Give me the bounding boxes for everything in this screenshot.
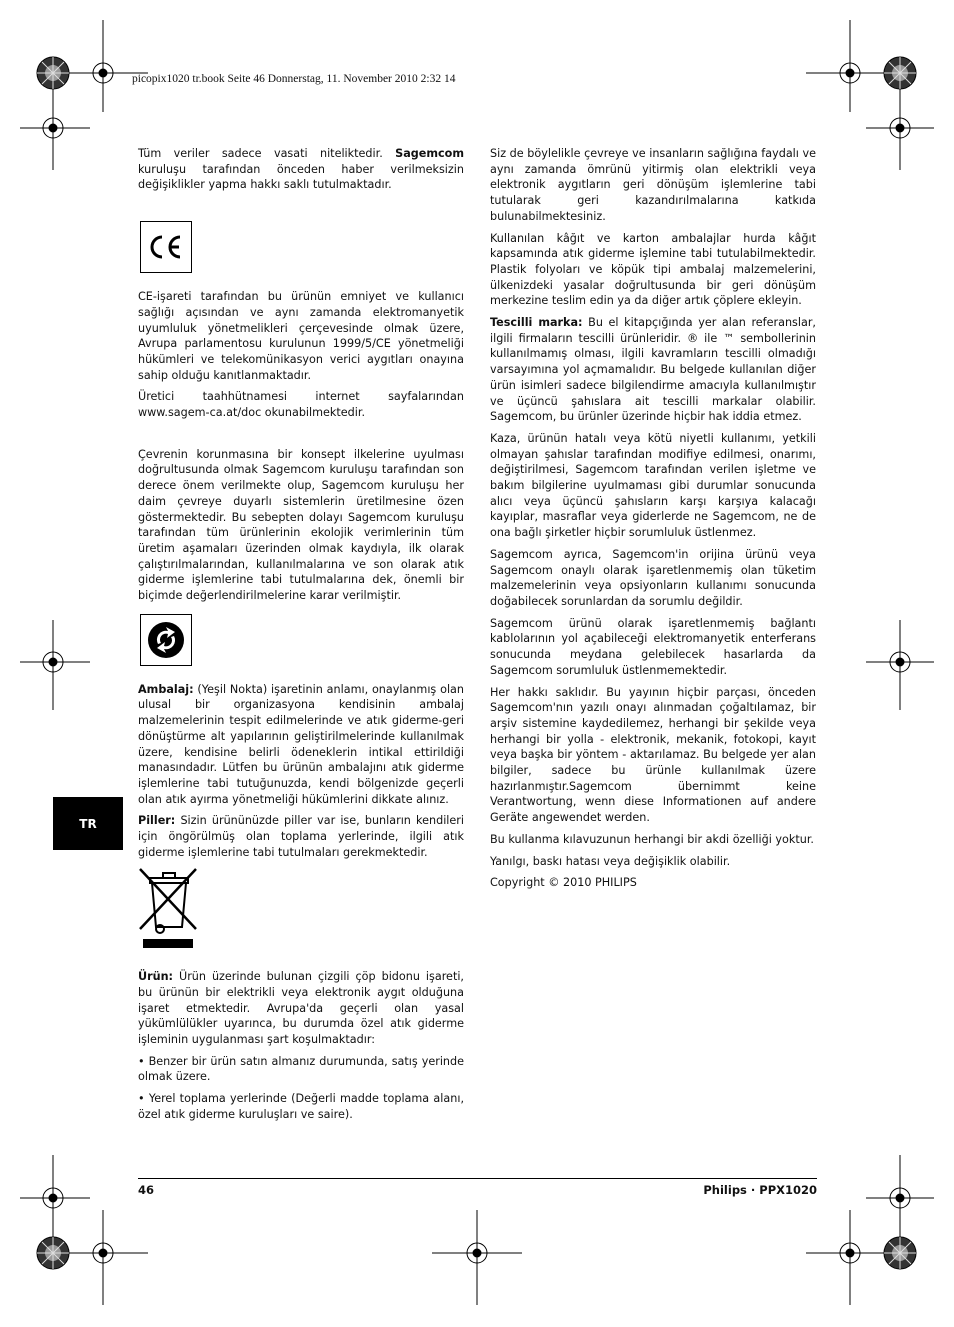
errors-paragraph: Yanılgı, baskı hatası veya değişiklik olabilir. [490, 854, 731, 868]
registration-mark-icon [866, 88, 934, 170]
packaging-paragraph [138, 682, 464, 808]
paper-packaging-paragraph: Kullanılan kâğıt ve karton ambalajlar hurda kâğıt kapsamında atık giderme işlemine tabi tutulabilmektedir. Plastik folyoları ve köpük tipi ambalaj malzemelerini, ülkenizdeki yasalar doğrultusunda bir geri dönüşüm merkezine teslim edin ya da diğer artık çöplere ekleyin. [490, 231, 816, 308]
registration-mark-icon [866, 1155, 934, 1240]
consumables-paragraph: Sagemcom ayrıca, Sagemcom'in orijina ürünü veya Sagemcom onaylı olarak işaretlenmemiş olan tüketim malzemelerinin veya opsiyonların kullanımı sonucunda doğabilecek sorunlardan da sorumlu değildir. [490, 547, 816, 608]
product-paragraph [138, 969, 464, 1048]
rights-paragraph: Her hakkı saklıdır. Bu yayının hiçbir parçası, önceden Sagemcom'nın yazılı onayı alınmadan çoğaltılamaz, bir arşiv sistemine kaydedilemez, herhangi bir şekilde veya herhangi bir yolla - elektronik, mekanik, fotokopi, kayıt veya başka bir yöntem - aktarılamaz. Bu belgede yer alan bilgiler, sadece bu ürünle kullanılmak üzere hazırlanmıştır.Sagemcom übernimmt keine Verantwortung, wenn diese Informationen auf andere Geräte angewendet werden. [490, 685, 816, 825]
registration-mark-icon [60, 1210, 148, 1305]
recycling-paragraph: Siz de böylelikle çevreye ve insanların sağlığına faydalı ve aynı zamanda ömrünü yitirmiş olan elektrikli veya elektronik aygıtların geri dönüşüm işlemlerine tabi tutularak geri kazandırılmalarına katkıda bulunabilmektesiniz. [490, 147, 816, 223]
color-wheel-icon [37, 1237, 69, 1269]
language-tab [53, 797, 123, 850]
color-wheel-icon [37, 57, 69, 89]
registration-mark-icon [20, 88, 90, 170]
contract-paragraph: Bu kullanma kılavuzunun herhangi bir akdi özelliği yoktur. [490, 832, 814, 846]
packaging-label: Ambalaj: [138, 682, 194, 696]
ce-mark-icon [148, 234, 184, 260]
product-text: Ürün üzerinde bulunan çizgili çöp bidonu işareti, bu ürünün bir elektrikli veya elektronik aygıt olduğuna işaret etmektedir. Avrupa'da geçerli olan yasal yükümlülükler uyarınca, bu durumda özel atık giderme işleminin uygulanması şart koşulmaktadır: [138, 970, 464, 1047]
disclaimer-rest: kuruluşu tarafından önceden haber verilmeksizin değişiklikler yapma hakkı saklı tutulmaktadır. [138, 162, 464, 192]
company-name: Sagemcom [395, 147, 464, 160]
registration-mark-icon [432, 1210, 522, 1305]
product-label: Ürün: [138, 970, 174, 984]
footer-rule [138, 1178, 817, 1179]
green-dot-icon [146, 620, 186, 660]
registration-mark-icon [60, 20, 148, 112]
registration-mark-icon [866, 620, 934, 710]
color-wheel-icon [884, 1237, 916, 1269]
manufacturer-paragraph: Üretici taahhütnamesi internet sayfalarından www.sagem-ca.at/doc okunabilmektedir. [138, 390, 464, 420]
batteries-text: Sizin ürününüzde piller var ise, bunların kendileri için öngörülmüş olan toplama yerlerinde, ilgili atık giderme işlemlerine tabi tutulmaları gerekmektedir. [138, 814, 464, 859]
page-number: 46 [138, 1183, 155, 1197]
bullet-item: • Benzer bir ürün satın almanız durumunda, satış yerinde olmak üzere. [138, 1054, 464, 1084]
crossed-bin-icon [138, 867, 200, 951]
ce-paragraph: CE-işareti tarafından bu ürünün emniyet ve kullanıcı sağlığı açısından ve aynı zamanda elektromanyetik uyumluluk yönetmelikleri çerçevesinde olmak üzere, Avrupa parlamentosu kurulunun 1999/5/CE yönetmeliği hükümleri ve telekomünikasyon verici aygıtları onayına sahip olduğu kanıtlanmaktadır. [138, 290, 464, 382]
weee-symbol [138, 867, 464, 956]
batteries-paragraph [138, 813, 464, 860]
trademark-text: Bu el kitapçığında yer alan referanslar, ilgili firmaların tescilli ürünleridir. ® ile ™ sembollerinin kullanılmamış olması, ilgili kavramların tescilli olmadığı varsayımına yol açmamalıdır. Bu belgede kullanılan diğer ürün isimleri sadece bilgilendirme amacıyla kullanılmıştır ve üçüncü şahıslara ait tescilli markalar olabilir. Sagemcom, bu ürünler üzerinde hiçbir hak iddia etmez. [490, 316, 816, 424]
registration-mark-icon [20, 620, 90, 710]
disclaimer-text: Tüm veriler sadece vasati niteliktedir. [138, 147, 383, 160]
color-wheel-icon [884, 57, 916, 89]
trademark-paragraph [490, 315, 816, 425]
registration-mark-icon [806, 20, 894, 112]
registration-mark-icon [806, 1210, 894, 1305]
green-dot-box [140, 614, 192, 666]
book-info-header: picopix1020 tr.book Seite 46 Donnerstag, 11. November 2010 2:32 14 [132, 73, 456, 85]
packaging-text: (Yeşil Nokta) işaretinin anlamı, onaylanmış olan ulusal bir organizasyona kendisinin ambalaj malzemelerinin tespit edilmelerinde ve atık giderme-geri dönüştürme alt yapılarının geliştirilmelerinde kullanılmak üzere, kendisine belirli ödeneklerin intikal ettirildiği manasındadır. Lütfen bu ürünün ambalajını atık giderme işlemlerine tabi tutuğunuzda, kendi bölgenizde geçerli olan atık ayırma yönetmeliği hükümlerini dikkate alınız. [138, 682, 464, 806]
language-tab-label: TR [79, 816, 97, 831]
left-column [138, 146, 464, 1129]
cables-paragraph: Sagemcom ürünü olarak işaretlenmemiş bağlantı kablolarının yol açabileceği elektromanyetik enterferans sonucunda meydana gelebilecek hasarlarda da Sagemcom sorumluluk üstlenmemektedir. [490, 616, 816, 677]
liability-paragraph: Kaza, ürünün hatalı veya kötü niyetli kullanımı, yetkili olmayan şahıslar tarafından modifiye edilmesi, onarımı, değiştirilmesi, Sagemcom tarafından verilen işletme ve bakım bilgilerine uyulmaması gibi durumlar sonucunda alıcı veya üçüncü şahısların karşı karşıya kalacağı kayıplar, masraflar veya giderlerde ne Sagemcom, ne de ona bağlı şirketler hiçbir sorumluluk üstlenmez. [490, 431, 816, 540]
trademark-label: Tescilli marka: [490, 316, 583, 330]
environment-paragraph: Çevrenin korunmasına bir konsept ilkelerine uyulması doğrultusunda olmak Sagemcom kuruluşu tarafından son derece önem verilmekte olup, Sagemcom kuruluşu her daim çevreye duyarlı sistemlerin üretilmesine özen göstermektedir. Bu sebepten dolayı Sagemcom kuruluşu tarafından tüm ürünlerinin ekolojik verimlerinin tüm üretim aşamaları üzerinden olmak kaydıyla, ilk olarak çalıştırılmalarından, kullanılmalarına ve son olarak atık giderme işlemlerine tabi tutulmalarına dek, önemli bir biçimde değerlendirilmelerine karar verilmiştir. [138, 447, 464, 603]
copyright-paragraph: Copyright © 2010 PHILIPS [490, 876, 637, 890]
batteries-label: Piller: [138, 814, 176, 828]
registration-mark-icon [20, 1155, 90, 1240]
bullet-item: • Yerel toplama yerlerinde (Değerli madde toplama alanı, özel atık giderme kuruluşları ve saire). [138, 1092, 464, 1121]
right-column [490, 146, 816, 897]
footer-product: Philips · PPX1020 [703, 1183, 817, 1197]
ce-mark-box [140, 221, 192, 273]
disclaimer-paragraph [138, 146, 464, 193]
